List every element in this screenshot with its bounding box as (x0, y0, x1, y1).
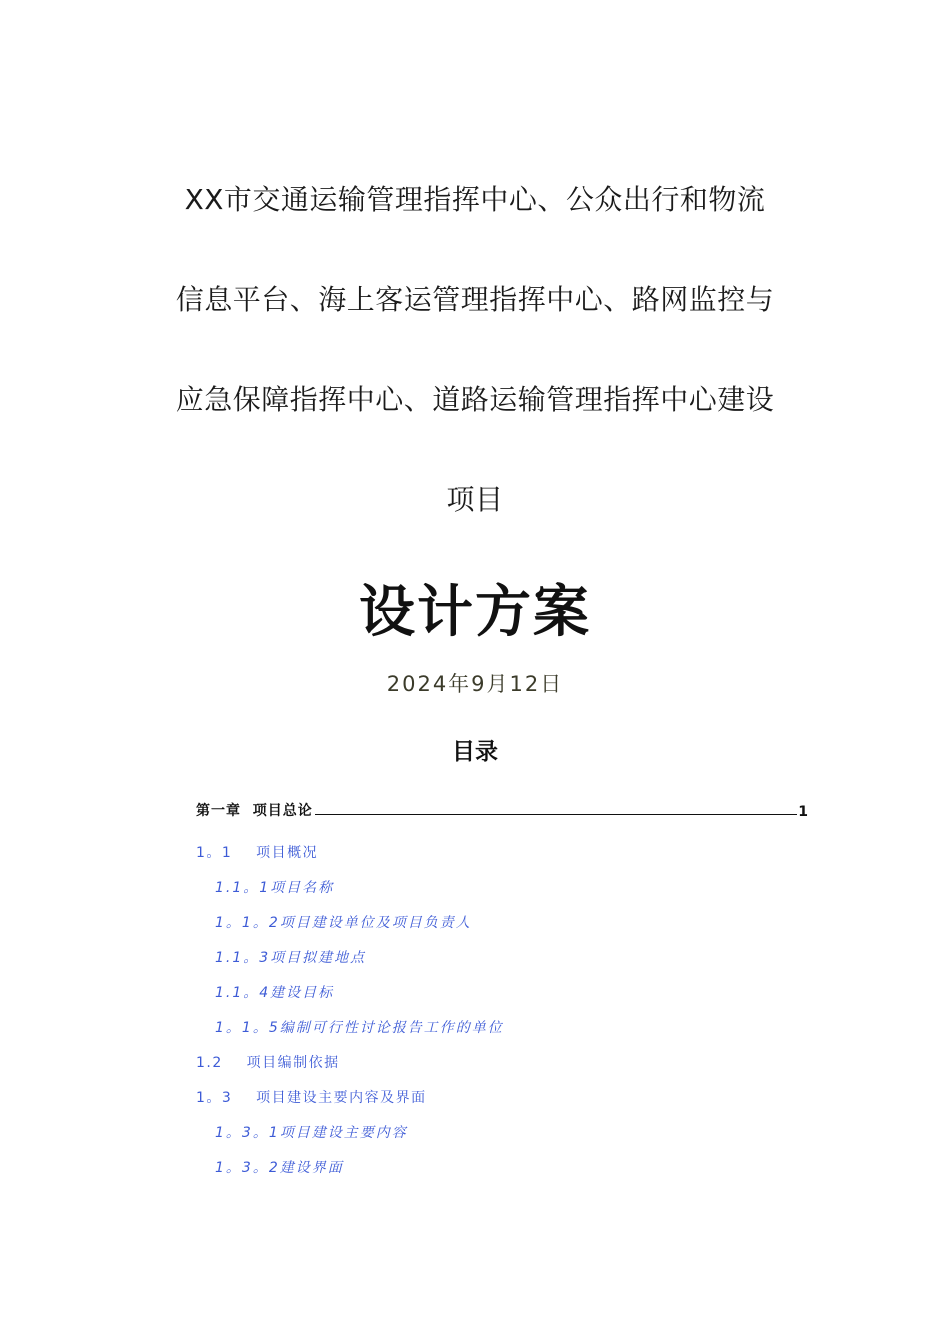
toc-link[interactable]: 1.1。4建设目标 (215, 985, 335, 1001)
toc-link[interactable]: 1.1。1项目名称 (215, 880, 335, 896)
toc-chapter-label: 第一章 项目总论 (196, 803, 313, 819)
project-title-line: 应急保障指挥中心、道路运输管理指挥中心建设 (175, 383, 775, 416)
toc-link[interactable]: 1。3。2建设界面 (215, 1160, 344, 1176)
toc-heading: 目录 (452, 739, 498, 765)
toc-link[interactable]: 1。1 项目概况 (196, 845, 319, 861)
toc-page-number: 1 (798, 804, 808, 820)
project-title (120, 150, 830, 550)
toc-link[interactable]: 1。3。1项目建设主要内容 (215, 1125, 408, 1141)
toc-link[interactable]: 1.1。3项目拟建地点 (215, 950, 367, 966)
toc-link[interactable]: 1。1。2项目建设单位及项目负责人 (215, 915, 472, 931)
toc-link[interactable]: 1.2 项目编制依据 (196, 1055, 340, 1071)
main-title: 设计方案 (359, 580, 591, 645)
toc-chapter-entry[interactable] (196, 796, 808, 820)
toc-leader-line (315, 814, 798, 815)
project-title-line: XX市交通运输管理指挥中心、公众出行和物流 (184, 183, 766, 216)
project-title-line: 项目 (446, 483, 504, 516)
toc-link[interactable]: 1。1。5编制可行性讨论报告工作的单位 (215, 1020, 504, 1036)
document-date: 2024年9月12日 (386, 672, 564, 696)
table-of-contents (196, 796, 808, 1176)
toc-link[interactable]: 1。3 项目建设主要内容及界面 (196, 1090, 427, 1106)
project-title-line: 信息平台、海上客运管理指挥中心、路网监控与 (175, 283, 775, 316)
